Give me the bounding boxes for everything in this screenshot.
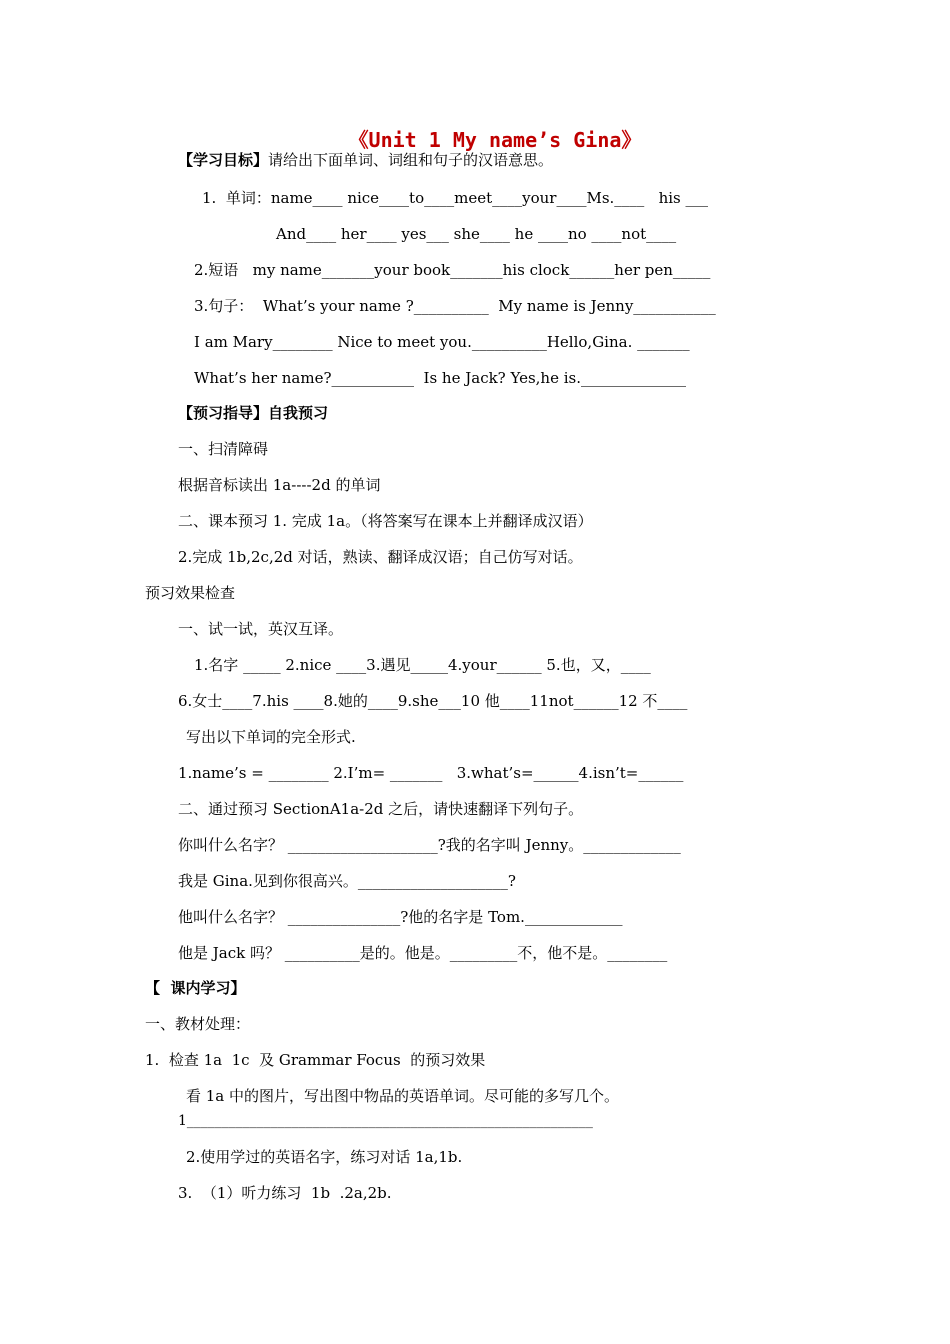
sentences-line-2: I am Mary________ Nice to meet you.__________Hello,Gina. _______ xyxy=(194,333,690,351)
translate-line-2: 6.女士____7.his ____8.她的____9.she___10 他____11not______12 不____ xyxy=(178,692,688,710)
objectives-intro: 请给出下面单词、词组和句子的汉语意思。 xyxy=(268,151,554,169)
sentence-translate-1: 你叫什么名字？ ____________________?我的名字叫 Jenny。_____________ xyxy=(178,836,681,854)
preview-section-1: 一、扫清障碍 xyxy=(178,440,269,458)
check-part-1: 一、试一试，英汉互译。 xyxy=(178,620,344,638)
full-form-line: 1.name’s = ________ 2.I’m= _______ 3.what’s=______4.isn’t=______ xyxy=(178,764,684,782)
check-heading: 预习效果检查 xyxy=(145,584,236,602)
classroom-heading: 【 课内学习】 xyxy=(145,979,246,997)
answer-blank: 1__________________________________________________________ xyxy=(178,1113,593,1129)
translate-line-1: 1.名字 _____ 2.nice ____3.遇见_____4.your______ 5.也，又，____ xyxy=(194,656,651,674)
objectives-heading: 【学习目标】 xyxy=(178,151,269,169)
classroom-section-1: 一、教材处理： xyxy=(145,1015,251,1033)
words-line-2: And____ her____ yes___ she____ he ____no ____not____ xyxy=(276,225,677,243)
sentence-translate-3: 他叫什么名字？ _______________?他的名字是 Tom._____________ xyxy=(178,908,623,926)
classroom-item-3: 3. （1）听力练习 1b .2a,2b. xyxy=(178,1184,392,1202)
sentence-translate-2: 我是 Gina.见到你很高兴。____________________? xyxy=(178,872,516,890)
sentence-translate-4: 他是 Jack 吗？ __________是的。他是。_________不，他不是。________ xyxy=(178,944,668,962)
check-part-2: 二、通过预习 SectionA1a-2d 之后，请快速翻译下列句子。 xyxy=(178,800,584,818)
preview-heading: 【预习指导】自我预习 xyxy=(178,404,329,422)
classroom-item-2: 2.使用学过的英语名字，练习对话 1a,1b. xyxy=(186,1148,463,1166)
phrases-line: 2.短语 my name_______your book_______his clock______her pen_____ xyxy=(194,261,711,279)
sentences-line-1: 3.句子： What’s your name ?__________ My name is Jenny___________ xyxy=(194,297,716,315)
preview-section-1-text: 根据音标读出 1a----2d 的单词 xyxy=(178,476,381,494)
preview-section-2: 二、课本预习 1. 完成 1a。（将答案写在课本上并翻译成汉语） xyxy=(178,512,593,530)
sentences-line-3: What’s her name?___________ Is he Jack? Yes,he is.______________ xyxy=(194,369,687,387)
classroom-item-1: 1. 检查 1a 1c 及 Grammar Focus 的预习效果 xyxy=(145,1051,486,1069)
page-title: 《Unit 1 My name’s Gina》 xyxy=(348,128,642,152)
objectives-line xyxy=(178,150,553,170)
words-line-1: 1. 单词：name____ nice____to____meet____your____Ms.____ his ___ xyxy=(202,189,709,207)
preview-section-2-text: 2.完成 1b,2c,2d 对话，熟读、翻译成汉语；自己仿写对话。 xyxy=(178,548,583,566)
full-form-instruction: 写出以下单词的完全形式. xyxy=(186,728,356,746)
classroom-item-1-text: 看 1a 中的图片，写出图中物品的英语单词。尽可能的多写几个。 xyxy=(186,1087,620,1105)
